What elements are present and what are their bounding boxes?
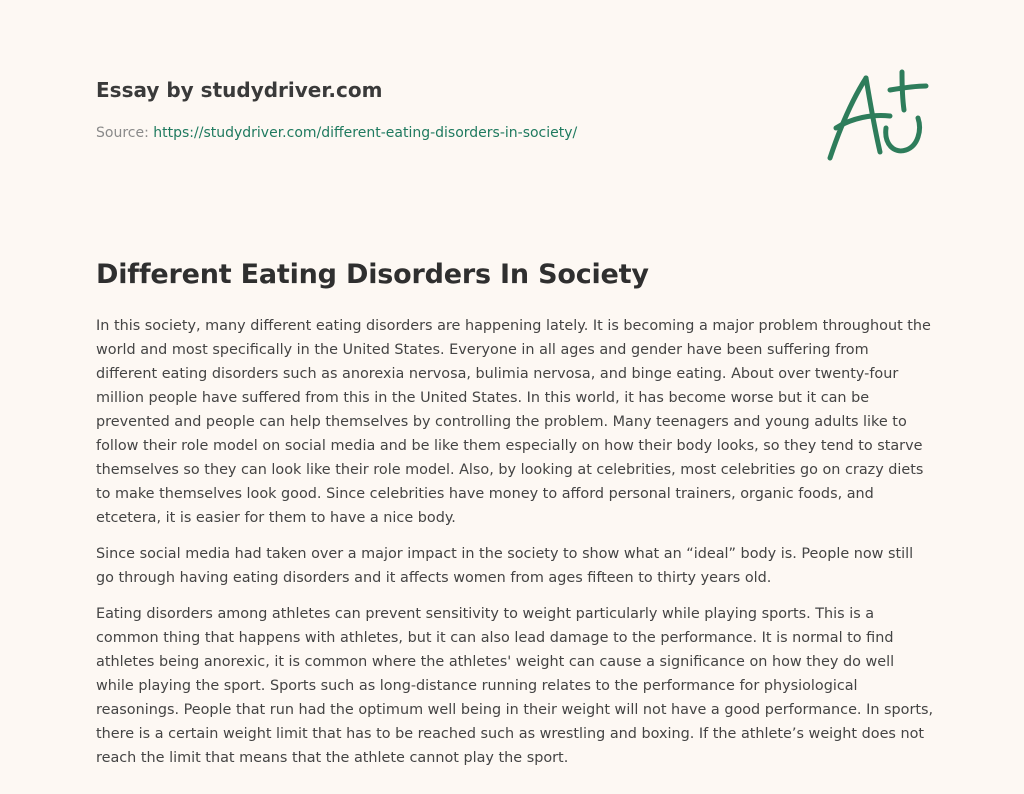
source-link[interactable]: https://studydriver.com/different-eating-disorders-in-society/: [153, 125, 578, 141]
a-plus-logo-icon: [822, 66, 932, 166]
paragraph: Since social media had taken over a major impact in the society to show what an “ideal” body is. People now still go through having eating disorders and it affects women from ages fifteen to thirty years old.: [96, 546, 914, 586]
essay-header: [96, 76, 796, 143]
a-plus-logo-graphic: [822, 66, 932, 166]
source-line: [96, 123, 796, 143]
paragraph: Eating disorders among athletes can prevent sensitivity to weight particularly while playing sports. This is a common thing that happens with athletes, but it can also lead damage to the performance. It is normal to find athletes being anorexic, it is common where the athletes' weight can cause a significance on how they do well while playing the sport. Sports such as long-distance running relates to the performance for physiological reasonings. People that run had the optimum well being in their weight will not have a good performance. In sports, there is a certain weight limit that has to be reached such as wrestling and boxing. If the athlete’s weight does not reach the limit that means that the athlete cannot play the sport.: [96, 606, 934, 766]
brand-title: Essay by studydriver.com: [96, 78, 383, 102]
paragraph: In this society, many different eating disorders are happening lately. It is becoming a major problem throughout the world and most specifically in the United States. Everyone in all ages and gender have been suffering from different eating disorders such as anorexia nervosa, bulimia nervosa, and binge eating. About over twenty-four million people have suffered from this in the United States. In this world, it has become worse but it can be prevented and people can help themselves by controlling the problem. Many teenagers and young adults like to follow their role model on social media and be like them especially on how their body looks, so they tend to starve themselves so they can look like their role model. Also, by looking at celebrities, most celebrities go on crazy diets to make themselves look good. Since celebrities have money to afford personal trainers, organic foods, and etcetera, it is easier for them to have a nice body.: [96, 318, 931, 526]
essay-body: [96, 314, 934, 782]
essay-title: Different Eating Disorders In Society: [96, 259, 649, 290]
source-label: Source:: [96, 125, 149, 141]
